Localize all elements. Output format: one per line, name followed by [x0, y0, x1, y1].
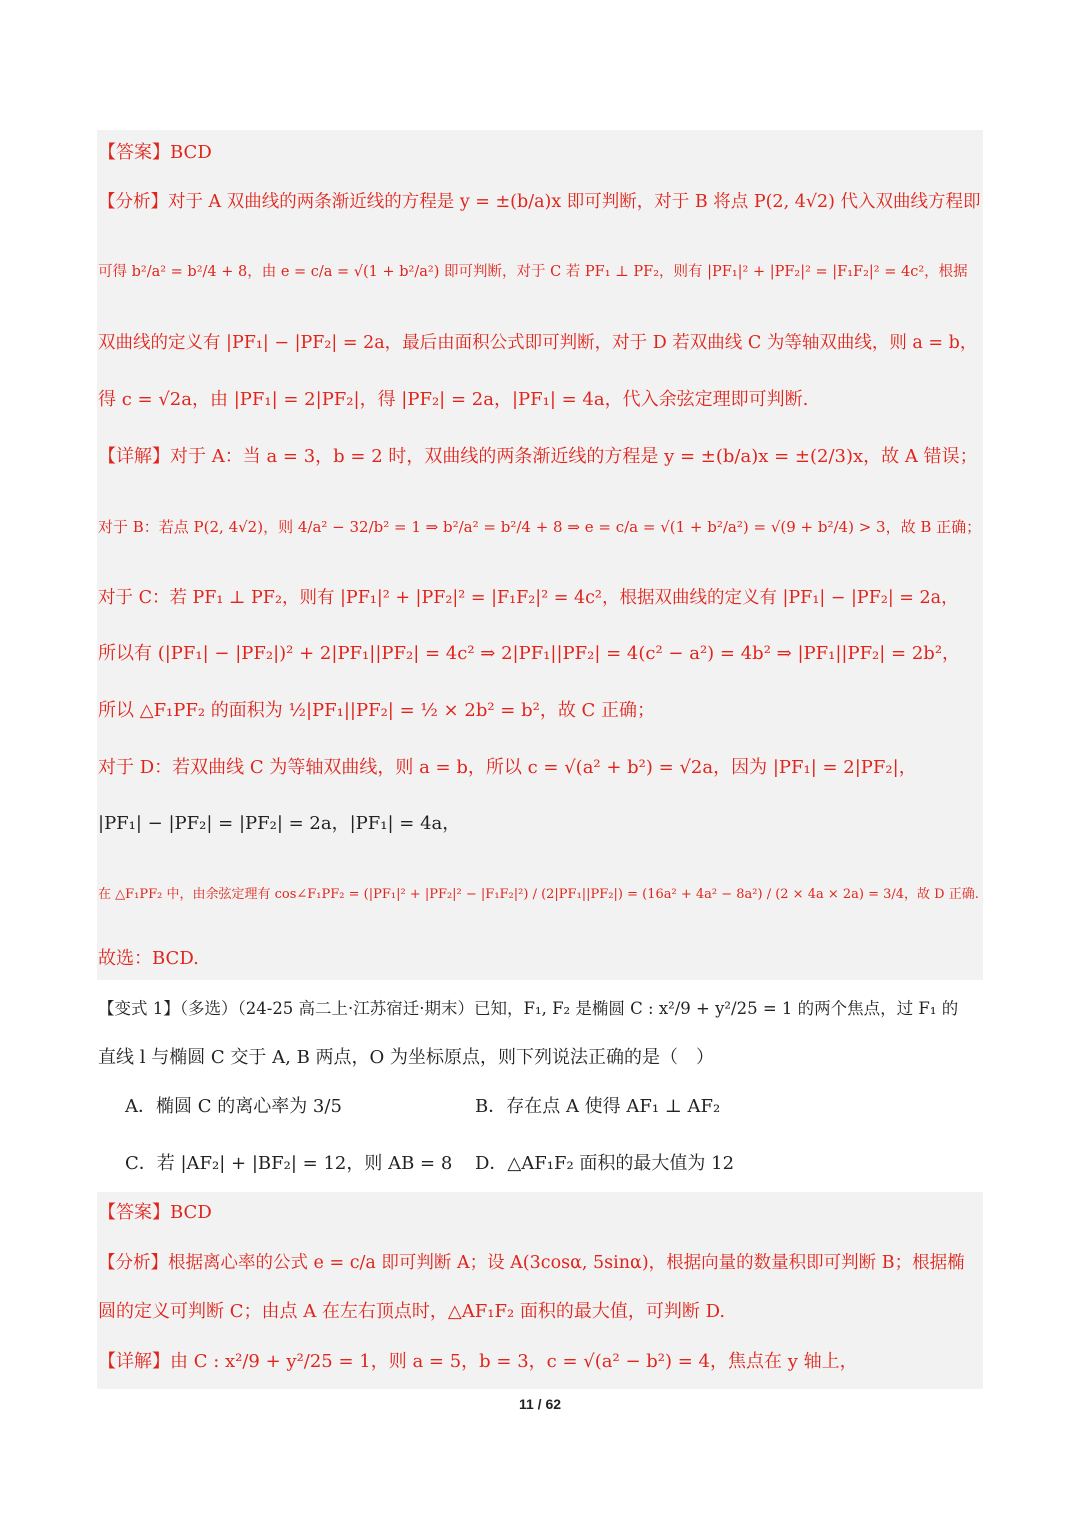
detail-line-2: 对于 B：若点 P(2, 4√2)，则 4/a² − 32/b² = 1 ⇒ b²/a² = b²/4 + 8 ⇒ e = c/a = √(1 + b²/a²) = √(9 + b²/4) > 3，故 B 正确； — [98, 518, 982, 536]
detail-line-9: 【详解】由 C : x²/9 + y²/25 = 1，则 a = 5，b = 3，c = √(a² − b²) = 4，焦点在 y 轴上， — [98, 1351, 858, 1372]
variant-question-line-2: 直线 l 与椭圆 C 交于 A, B 两点，O 为坐标原点，则下列说法正确的是（ ） — [98, 1047, 715, 1068]
detail-line-8: 在 △F₁PF₂ 中，由余弦定理有 cos∠F₁PF₂ = (|PF₁|² + |PF₂|² − |F₁F₂|²) / (2|PF₁||PF₂|) = (16a² + 4a² − 8a²) / (2 × 4a × 2a) = 3/4，故 D 正确. — [98, 887, 979, 902]
analysis-line-5: 【分析】根据离心率的公式 e = c/a 即可判断 A；设 A(3cosα, 5sinα)，根据向量的数量积即可判断 B；根据椭 — [98, 1253, 965, 1273]
detail-line-1: 【详解】对于 A：当 a = 3，b = 2 时，双曲线的两条渐近线的方程是 y = ±(b/a)x = ±(2/3)x，故 A 错误； — [98, 446, 978, 467]
analysis-line-4: 得 c = √2a，由 |PF₁| = 2|PF₂|，得 |PF₂| = 2a，|PF₁| = 4a，代入余弦定理即可判断. — [98, 389, 809, 410]
page-number: 11 / 62 — [518, 1396, 562, 1412]
option-a: A．椭圆 C 的离心率为 3/5 — [125, 1096, 342, 1117]
answer-line-1: 【答案】BCD — [98, 142, 212, 163]
option-d: D．△AF₁F₂ 面积的最大值为 12 — [475, 1153, 735, 1174]
conclusion-line: 故选：BCD. — [98, 948, 199, 969]
analysis-line-1: 【分析】对于 A 双曲线的两条渐近线的方程是 y = ±(b/a)x 即可判断，对于 B 将点 P(2, 4√2) 代入双曲线方程即 — [98, 192, 981, 212]
detail-line-4: 所以有 (|PF₁| − |PF₂|)² + 2|PF₁||PF₂| = 4c² ⇒ 2|PF₁||PF₂| = 4(c² − a²) = 4b² ⇒ |PF₁||PF₂| = 2b²， — [98, 643, 961, 664]
answer-line-2: 【答案】BCD — [98, 1202, 212, 1223]
analysis-line-3: 双曲线的定义有 |PF₁| − |PF₂| = 2a，最后由面积公式即可判断，对于 D 若双曲线 C 为等轴双曲线，则 a = b， — [98, 333, 978, 353]
option-c: C．若 |AF₂| + |BF₂| = 12，则 AB = 8 — [125, 1153, 453, 1174]
detail-line-7: |PF₁| − |PF₂| = |PF₂| = 2a，|PF₁| = 4a， — [98, 813, 461, 834]
option-b: B．存在点 A 使得 AF₁ ⊥ AF₂ — [475, 1096, 721, 1117]
analysis-line-6: 圆的定义可判断 C；由点 A 在左右顶点时，△AF₁F₂ 面积的最大值，可判断 D. — [98, 1301, 726, 1322]
solution-block-1 — [97, 130, 983, 980]
detail-line-5: 所以 △F₁PF₂ 的面积为 ½|PF₁||PF₂| = ½ × 2b² = b²，故 C 正确； — [98, 700, 656, 721]
analysis-line-2: 可得 b²/a² = b²/4 + 8，由 e = c/a = √(1 + b²/a²) 即可判断，对于 C 若 PF₁ ⊥ PF₂，则有 |PF₁|² + |PF₂|² = |F₁F₂|² = 4c²，根据 — [98, 264, 968, 280]
detail-line-6: 对于 D：若双曲线 C 为等轴双曲线，则 a = b，所以 c = √(a² + b²) = √2a，因为 |PF₁| = 2|PF₂|， — [98, 757, 917, 778]
variant-question-line-1: 【变式 1】（多选）（24-25 高二上·江苏宿迁·期末）已知，F₁, F₂ 是椭圆 C : x²/9 + y²/25 = 1 的两个焦点，过 F₁ 的 — [98, 999, 959, 1018]
detail-line-3: 对于 C：若 PF₁ ⊥ PF₂，则有 |PF₁|² + |PF₂|² = |F₁F₂|² = 4c²，根据双曲线的定义有 |PF₁| − |PF₂| = 2a， — [98, 588, 959, 608]
